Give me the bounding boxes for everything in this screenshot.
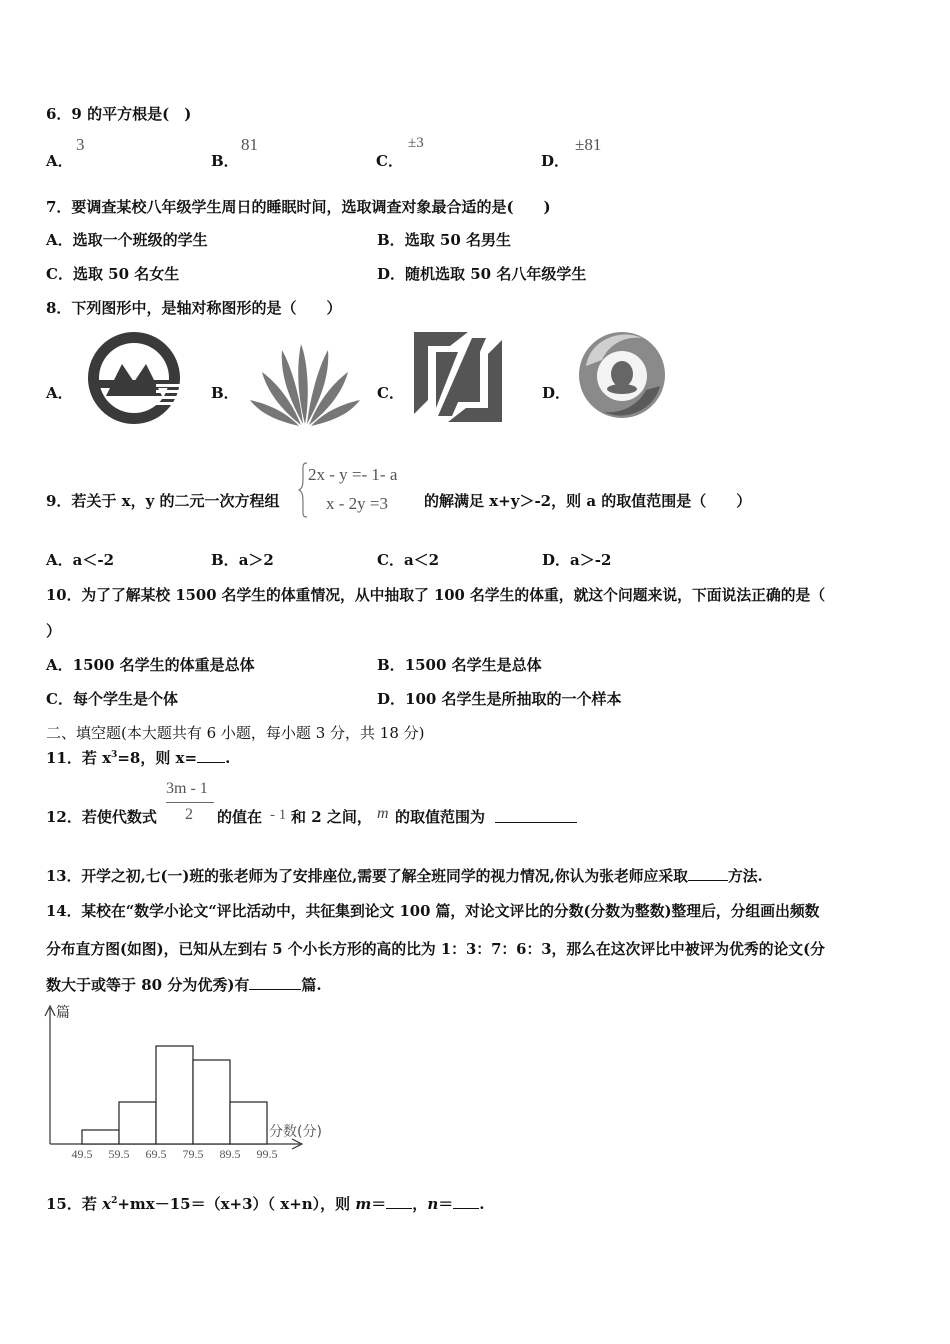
q13 [46,865,763,886]
q10-option-c-value: 每个学生是个体 [72,690,178,708]
q12-denominator: 2 [185,806,193,823]
q10-option-c [46,688,178,709]
brace-icon [298,462,308,518]
histogram-bar [82,1130,119,1144]
q12-and: 和 2 之间， [291,808,372,826]
q9-option-d [542,549,611,570]
q12-answer-blank[interactable] [495,807,577,823]
q10-option-b-value: 1500 名学生是总体 [404,656,542,674]
q6-option-d-label: D． [541,152,570,170]
q15-eq2: ＝ [438,1195,454,1213]
q6-option-c-label: C． [376,152,403,170]
q10-option-d-label: D． [377,690,406,708]
q7-option-d [377,263,586,284]
q11 [46,747,230,768]
q15-prefix: 15．若 [46,1195,103,1213]
q12-suffix: 的取值范围为 [395,808,486,826]
fraction-bar [166,802,214,803]
q6-options [46,135,906,170]
x-tick-label: 99.5 [256,1147,278,1161]
q10-option-a [46,654,255,675]
q14-line3-end: 篇. [301,976,322,994]
q8-option-d-label: D． [542,384,571,402]
q14-line3 [46,974,322,995]
histogram-bar [193,1060,230,1144]
histogram-bar [156,1046,193,1144]
x-tick-label: 79.5 [182,1147,204,1161]
q6-option-d-value: ±81 [575,135,602,154]
q10-option-c-label: C． [46,690,73,708]
q14-line2: 分布直方图(如图)，已知从左到右 5 个小长方形的高的比为 1：3：7：6：3，那么在这次评比中被评为优秀的论文(分 [46,941,825,958]
q9-option-d-label: D． [542,551,571,569]
q7-option-a-label: A． [46,231,73,249]
q15-sep: ， [412,1195,428,1213]
q7-option-b-label: B． [377,231,405,249]
q7-option-a-value: 选取一个班级的学生 [72,231,208,249]
q6-option-a-label: A． [46,152,73,170]
q6-option-b-value: 81 [241,135,258,154]
q12-lower: - 1 [270,807,287,823]
q6-option-c-value: ±3 [408,135,424,151]
q13-text: 13．开学之初,七(一)班的张老师为了安排座位,需要了解全班同学的视力情况,你认为张老师应采取 [46,868,688,885]
q9-option-b-value: a＞2 [238,551,274,569]
q6-option-a-value: 3 [76,135,85,154]
q9-option-d-value: a＞-2 [570,551,612,569]
q11-sup: 3 [111,750,118,760]
huawei-logo-icon [246,338,364,428]
q10-option-a-label: A． [46,656,73,674]
q11-suffix: =8，则 x= [117,749,198,767]
q7-option-b-value: 选取 50 名男生 [404,231,512,249]
q15-n-answer-blank[interactable] [453,1194,479,1209]
q10-option-d-value: 100 名学生是所抽取的一个样本 [405,690,622,708]
q9-eq1: 2x - y =- 1- a [308,465,398,484]
q9-option-b-label: B． [211,551,239,569]
y-axis-label: 篇 [56,1005,70,1021]
q14-answer-blank[interactable] [249,975,301,990]
q15-m: m [355,1195,372,1213]
q6-option-b-label: B． [211,152,239,170]
x-axis-label: 分数(分) [269,1124,322,1140]
q10-option-b [377,654,542,675]
q15-end: . [479,1195,485,1213]
q9-stem-after: 的解满足 x+y＞-2，则 a 的取值范围是（ ） [424,492,752,510]
q9-option-b [211,549,274,570]
q10-stem-line2: ） [46,622,62,640]
q9-eq2: x - 2y =3 [326,494,388,513]
x-tick-label: 49.5 [71,1147,93,1161]
q10-option-b-label: B． [377,656,405,674]
q15-n: n [427,1195,439,1213]
q7-option-c-label: C． [46,265,73,283]
q10-option-a-value: 1500 名学生的体重是总体 [72,656,255,674]
q8-stem: 8．下列图形中，是轴对称图形的是（ ） [46,299,342,317]
q7-option-b [377,229,511,250]
q9-option-a-label: A． [46,551,73,569]
q7-option-c [46,263,179,284]
x-tick-label: 69.5 [145,1147,167,1161]
q14-line1: 14．某校在“数学小论文“评比活动中，共征集到论文 100 篇，对论文评比的分数(分数为整数)整理后，分组画出频数 [46,903,820,920]
x-tick-label: 59.5 [108,1147,130,1161]
histogram-bar [119,1102,156,1144]
q12-middle: 的值在 [217,808,263,826]
q15-x: x [102,1195,112,1213]
q7-option-a [46,229,208,250]
q6-stem: 6．9 的平方根是( ) [46,105,192,123]
q14-line3-text: 数大于或等于 80 分为优秀)有 [46,976,250,994]
q7-option-c-value: 选取 50 名女生 [72,265,180,283]
histogram-chart [40,1000,340,1170]
q15 [46,1193,484,1214]
q15-mid: +mx－15＝（x+3）（ x+n），则 [117,1195,356,1213]
q8-option-a-label: A． [46,384,73,402]
q12-var: m [377,805,389,822]
histogram-bar [230,1102,267,1144]
q10-option-d [377,688,622,709]
q13-answer-blank[interactable] [688,866,728,881]
q9-option-a [46,549,114,570]
q12-numerator: 3m - 1 [166,780,208,797]
q11-end: . [225,749,231,767]
q11-answer-blank[interactable] [197,748,225,763]
q10-stem-line1: 10．为了了解某校 1500 名学生的体重情况，从中抽取了 100 名学生的体重，就这个问题来说，下面说法正确的是（ [46,587,826,604]
china-merchants-bank-logo-icon [86,330,184,426]
q9-option-a-value: a＜-2 [72,551,115,569]
q11-prefix: 11．若 x [46,749,112,767]
q7-option-d-value: 随机选取 50 名八年级学生 [405,265,587,283]
q15-sup: 2 [111,1196,118,1206]
q9-option-c [377,549,439,570]
q12-prefix: 12．若使代数式 [46,808,157,826]
q15-m-answer-blank[interactable] [386,1194,412,1209]
section-title: 二、填空题(本大题共有 6 小题，每小题 3 分，共 18 分) [46,724,425,742]
q7-stem: 7．要调查某校八年级学生周日的睡眠时间，选取调查对象最合适的是( ) [46,198,551,216]
x-tick-label: 89.5 [219,1147,241,1161]
qq-logo-icon [576,326,668,424]
q8-option-c-label: C． [377,384,404,402]
q9-stem-before: 9．若关于 x，y 的二元一次方程组 [46,492,280,510]
q9-option-c-label: C． [377,551,404,569]
q7-option-d-label: D． [377,265,406,283]
q8-option-b-label: B． [211,384,239,402]
q9-option-c-value: a＜2 [403,551,440,569]
q15-eq1: ＝ [371,1195,387,1213]
geometric-logo-icon [412,330,504,424]
q13-end: 方法. [727,868,763,885]
